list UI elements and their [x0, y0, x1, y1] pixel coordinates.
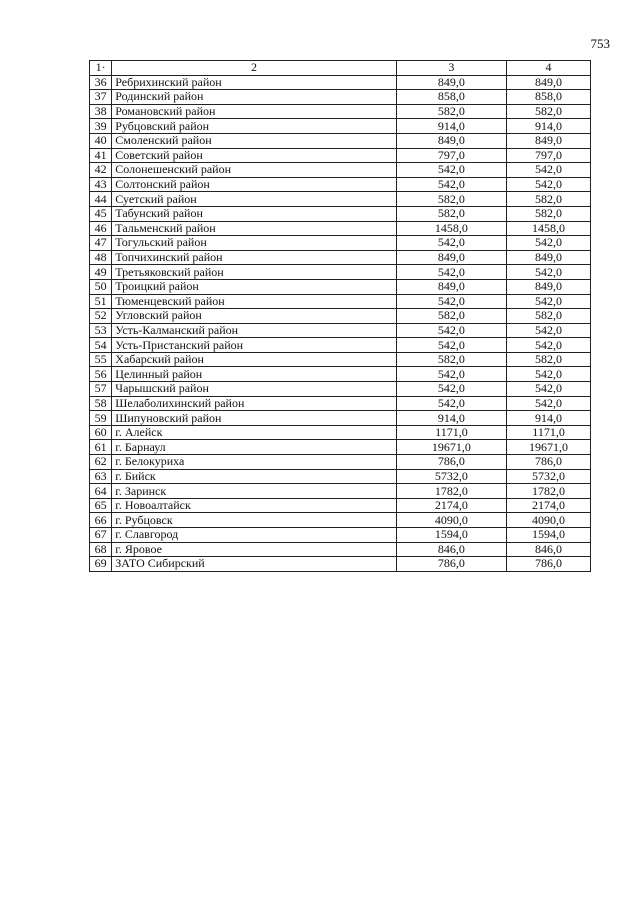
district-name: г. Барнаул: [112, 440, 396, 455]
table-row: [90, 440, 591, 455]
row-number: 67: [90, 528, 112, 543]
row-number: 51: [90, 294, 112, 309]
value-col-3: 5732,0: [396, 469, 506, 484]
value-col-3: 542,0: [396, 382, 506, 397]
table-row: [90, 221, 591, 236]
value-col-3: 542,0: [396, 236, 506, 251]
value-col-4: 849,0: [507, 279, 591, 294]
value-col-4: 1594,0: [507, 528, 591, 543]
district-name: Усть-Пристанский район: [112, 338, 396, 353]
value-col-3: 786,0: [396, 557, 506, 572]
value-col-3: 4090,0: [396, 513, 506, 528]
value-col-4: 582,0: [507, 104, 591, 119]
value-col-4: 542,0: [507, 338, 591, 353]
district-name: г. Новоалтайск: [112, 498, 396, 513]
table-row: [90, 484, 591, 499]
table-row: [90, 75, 591, 90]
value-col-4: 542,0: [507, 265, 591, 280]
value-col-3: 914,0: [396, 119, 506, 134]
row-number: 37: [90, 90, 112, 105]
row-number: 62: [90, 455, 112, 470]
table-row: [90, 338, 591, 353]
row-number: 53: [90, 323, 112, 338]
row-number: 57: [90, 382, 112, 397]
row-number: 68: [90, 542, 112, 557]
value-col-3: 1458,0: [396, 221, 506, 236]
value-col-3: 858,0: [396, 90, 506, 105]
value-col-4: 542,0: [507, 396, 591, 411]
value-col-4: 1458,0: [507, 221, 591, 236]
table-row: [90, 279, 591, 294]
table-row: [90, 382, 591, 397]
value-col-3: 914,0: [396, 411, 506, 426]
value-col-3: 1171,0: [396, 425, 506, 440]
district-name: ЗАТО Сибирский: [112, 557, 396, 572]
table-row: [90, 411, 591, 426]
value-col-4: 542,0: [507, 294, 591, 309]
district-name: г. Славгород: [112, 528, 396, 543]
value-col-4: 582,0: [507, 352, 591, 367]
row-number: 43: [90, 177, 112, 192]
row-number: 44: [90, 192, 112, 207]
data-table: [89, 60, 591, 572]
table-row: [90, 528, 591, 543]
row-number: 69: [90, 557, 112, 572]
district-name: Шипуновский район: [112, 411, 396, 426]
value-col-3: 542,0: [396, 163, 506, 178]
row-number: 38: [90, 104, 112, 119]
district-name: Угловский район: [112, 309, 396, 324]
header-col-3: 3: [396, 61, 506, 76]
value-col-3: 797,0: [396, 148, 506, 163]
value-col-4: 542,0: [507, 367, 591, 382]
row-number: 40: [90, 133, 112, 148]
district-name: Хабарский район: [112, 352, 396, 367]
value-col-4: 542,0: [507, 236, 591, 251]
table-row: [90, 542, 591, 557]
table-row: [90, 250, 591, 265]
value-col-3: 849,0: [396, 250, 506, 265]
page-number: 753: [590, 36, 610, 51]
district-name: Троицкий район: [112, 279, 396, 294]
value-col-3: 1594,0: [396, 528, 506, 543]
header-col-1: 1·: [90, 61, 112, 76]
value-col-4: 2174,0: [507, 498, 591, 513]
row-number: 41: [90, 148, 112, 163]
value-col-4: 542,0: [507, 382, 591, 397]
row-number: 63: [90, 469, 112, 484]
table-row: [90, 513, 591, 528]
district-name: г. Заринск: [112, 484, 396, 499]
table-body: [90, 75, 591, 571]
value-col-3: 19671,0: [396, 440, 506, 455]
district-name: Шелаболихинский район: [112, 396, 396, 411]
value-col-4: 858,0: [507, 90, 591, 105]
value-col-4: 542,0: [507, 177, 591, 192]
value-col-3: 1782,0: [396, 484, 506, 499]
table-row: [90, 236, 591, 251]
district-name: Смоленский район: [112, 133, 396, 148]
row-number: 65: [90, 498, 112, 513]
value-col-4: 846,0: [507, 542, 591, 557]
row-number: 66: [90, 513, 112, 528]
table-row: [90, 163, 591, 178]
district-name: г. Бийск: [112, 469, 396, 484]
table-row: [90, 309, 591, 324]
table-row: [90, 425, 591, 440]
value-col-3: 542,0: [396, 367, 506, 382]
row-number: 55: [90, 352, 112, 367]
table-row: [90, 367, 591, 382]
table-row: [90, 294, 591, 309]
value-col-4: 582,0: [507, 309, 591, 324]
district-name: Целинный район: [112, 367, 396, 382]
value-col-4: 786,0: [507, 455, 591, 470]
district-name: Рубцовский район: [112, 119, 396, 134]
value-col-4: 19671,0: [507, 440, 591, 455]
value-col-3: 542,0: [396, 323, 506, 338]
table-row: [90, 206, 591, 221]
district-name: Родинский район: [112, 90, 396, 105]
value-col-3: 542,0: [396, 396, 506, 411]
table-row: [90, 352, 591, 367]
district-name: Солтонский район: [112, 177, 396, 192]
district-name: г. Рубцовск: [112, 513, 396, 528]
header-row: [90, 61, 591, 76]
value-col-3: 582,0: [396, 309, 506, 324]
row-number: 48: [90, 250, 112, 265]
value-col-4: 914,0: [507, 119, 591, 134]
row-number: 49: [90, 265, 112, 280]
value-col-3: 786,0: [396, 455, 506, 470]
value-col-4: 914,0: [507, 411, 591, 426]
table-row: [90, 133, 591, 148]
value-col-3: 582,0: [396, 192, 506, 207]
value-col-3: 582,0: [396, 104, 506, 119]
value-col-3: 542,0: [396, 265, 506, 280]
table-row: [90, 455, 591, 470]
district-name: Советский район: [112, 148, 396, 163]
district-name: Табунский район: [112, 206, 396, 221]
value-col-3: 582,0: [396, 352, 506, 367]
table-row: [90, 498, 591, 513]
district-name: Тогульский район: [112, 236, 396, 251]
value-col-4: 849,0: [507, 75, 591, 90]
header-col-2: 2: [112, 61, 396, 76]
row-number: 64: [90, 484, 112, 499]
district-name: Солонешенский район: [112, 163, 396, 178]
value-col-4: 542,0: [507, 323, 591, 338]
table-row: [90, 90, 591, 105]
row-number: 60: [90, 425, 112, 440]
value-col-4: 849,0: [507, 133, 591, 148]
value-col-4: 1782,0: [507, 484, 591, 499]
row-number: 45: [90, 206, 112, 221]
value-col-3: 849,0: [396, 133, 506, 148]
value-col-4: 582,0: [507, 206, 591, 221]
row-number: 36: [90, 75, 112, 90]
district-name: Усть-Калманский район: [112, 323, 396, 338]
row-number: 42: [90, 163, 112, 178]
value-col-3: 542,0: [396, 177, 506, 192]
header-col-4: 4: [507, 61, 591, 76]
value-col-3: 849,0: [396, 279, 506, 294]
table-row: [90, 396, 591, 411]
district-name: Суетский район: [112, 192, 396, 207]
value-col-3: 582,0: [396, 206, 506, 221]
table-row: [90, 148, 591, 163]
row-number: 56: [90, 367, 112, 382]
value-col-3: 846,0: [396, 542, 506, 557]
row-number: 59: [90, 411, 112, 426]
row-number: 47: [90, 236, 112, 251]
district-name: Третьяковский район: [112, 265, 396, 280]
table-row: [90, 323, 591, 338]
district-name: г. Яровое: [112, 542, 396, 557]
row-number: 58: [90, 396, 112, 411]
row-number: 54: [90, 338, 112, 353]
table-header: [90, 61, 591, 76]
row-number: 50: [90, 279, 112, 294]
district-name: г. Белокуриха: [112, 455, 396, 470]
value-col-4: 5732,0: [507, 469, 591, 484]
value-col-4: 849,0: [507, 250, 591, 265]
row-number: 52: [90, 309, 112, 324]
district-name: Тюменцевский район: [112, 294, 396, 309]
table-row: [90, 104, 591, 119]
table-row: [90, 265, 591, 280]
value-col-4: 786,0: [507, 557, 591, 572]
table-row: [90, 119, 591, 134]
row-number: 46: [90, 221, 112, 236]
district-name: Тальменский район: [112, 221, 396, 236]
table-row: [90, 557, 591, 572]
district-name: Романовский район: [112, 104, 396, 119]
row-number: 61: [90, 440, 112, 455]
district-name: г. Алейск: [112, 425, 396, 440]
value-col-4: 4090,0: [507, 513, 591, 528]
value-col-3: 849,0: [396, 75, 506, 90]
district-name: Ребрихинский район: [112, 75, 396, 90]
value-col-4: 582,0: [507, 192, 591, 207]
value-col-3: 542,0: [396, 294, 506, 309]
value-col-3: 542,0: [396, 338, 506, 353]
value-col-4: 542,0: [507, 163, 591, 178]
value-col-3: 2174,0: [396, 498, 506, 513]
table-row: [90, 469, 591, 484]
district-name: Топчихинский район: [112, 250, 396, 265]
table-row: [90, 177, 591, 192]
table-row: [90, 192, 591, 207]
value-col-4: 797,0: [507, 148, 591, 163]
value-col-4: 1171,0: [507, 425, 591, 440]
district-name: Чарышский район: [112, 382, 396, 397]
row-number: 39: [90, 119, 112, 134]
